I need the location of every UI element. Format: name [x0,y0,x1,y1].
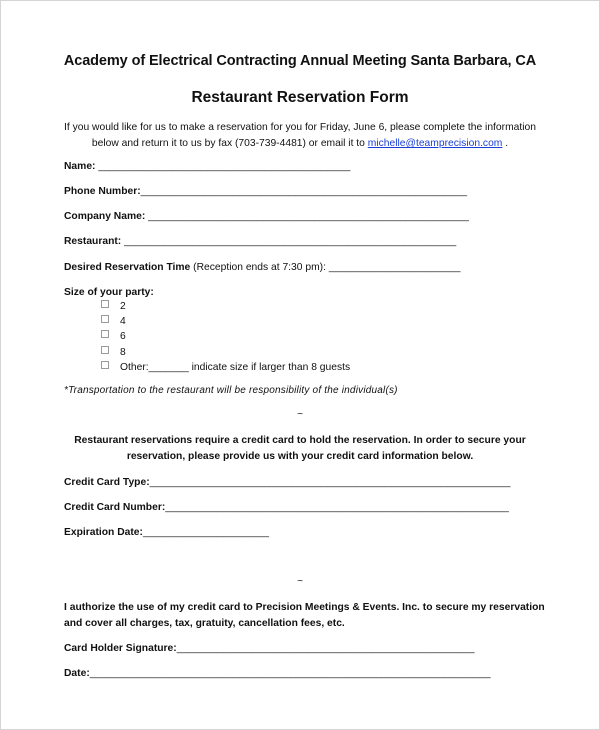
checkbox-icon[interactable] [101,315,109,323]
card-holder-signature-field[interactable]: Card Holder Signature:____________________________________________________ [64,643,475,654]
form-title: Restaurant Reservation Form [191,89,409,106]
phone-field[interactable]: Phone Number:_________________________________________________________ [64,186,468,197]
separator: ~ [297,576,303,587]
credit-card-type-field[interactable]: Credit Card Type:_______________________________________________________________ [64,477,511,488]
checkbox-icon[interactable] [101,330,109,338]
party-option-other[interactable]: Other:_______ indicate size if larger than 8 guests [101,361,350,373]
credit-card-number-field[interactable]: Credit Card Number:____________________________________________________________ [64,502,509,513]
party-size-label: Size of your party: [64,287,154,298]
intro-paragraph: If you would like for us to make a reservation for you for Friday, June 6, please complete the information below and return it to us by fax (703-739-4481) or email it to michelle@teamprecision.com . [64,122,536,149]
separator: ~ [297,409,303,420]
checkbox-icon[interactable] [101,346,109,354]
expiration-date-field[interactable]: Expiration Date:______________________ [64,527,269,538]
company-field[interactable]: Company Name: ________________________________________________________ [64,211,469,222]
party-option-4[interactable]: 4 [101,315,126,327]
checkbox-icon[interactable] [101,300,109,308]
date-field[interactable]: Date:______________________________________________________________________ [64,668,491,679]
party-option-2[interactable]: 2 [101,300,126,312]
transportation-note: *Transportation to the restaurant will be responsibility of the individual(s) [64,385,398,396]
restaurant-field[interactable]: Restaurant: __________________________________________________________ [64,236,457,247]
checkbox-icon[interactable] [101,361,109,369]
authorization-statement: I authorize the use of my credit card to Precision Meetings & Events. Inc. to secure my reservation and cover all charges, tax, gratuity, cancellation fees, etc. [64,602,545,629]
reservation-time-field[interactable]: Desired Reservation Time (Reception ends at 7:30 pm): _______________________ [64,262,461,273]
party-option-8[interactable]: 8 [101,346,126,358]
email-link[interactable]: michelle@teamprecision.com [367,138,503,149]
event-title: Academy of Electrical Contracting Annual Meeting Santa Barbara, CA [63,53,537,69]
credit-card-notice: Restaurant reservations require a credit card to hold the reservation. In order to secure your reservation, please provide us with your credit card information below. [74,435,526,462]
name-field[interactable]: Name: ____________________________________________ [64,161,351,172]
party-option-6[interactable]: 6 [101,330,126,342]
